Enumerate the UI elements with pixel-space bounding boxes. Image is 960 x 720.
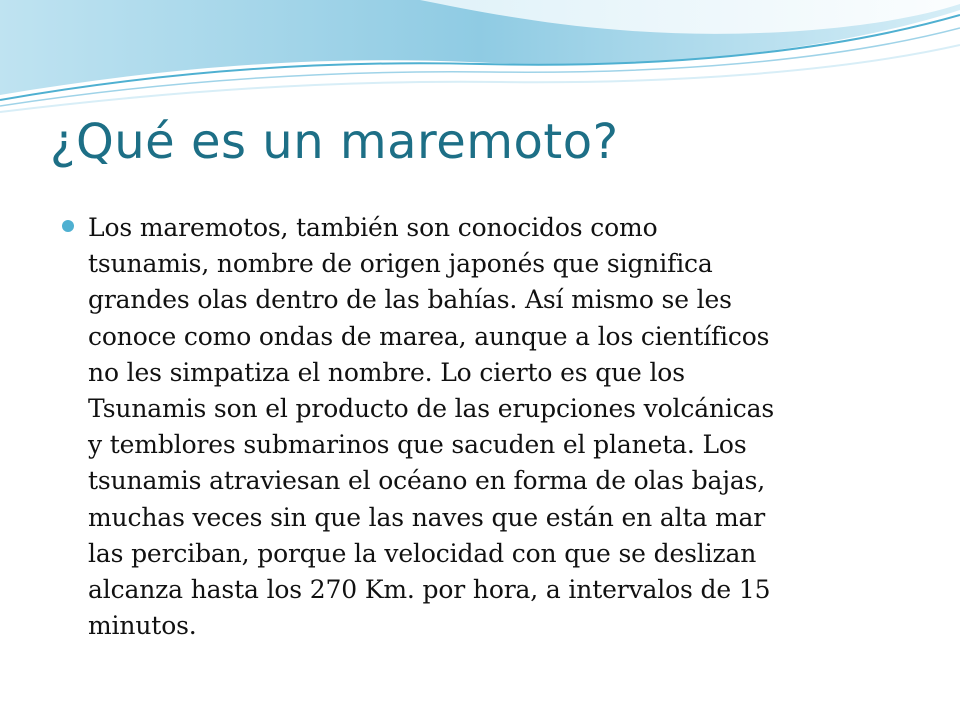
bullet-line: no les simpatiza el nombre. Lo cierto es que los xyxy=(88,357,685,387)
bullet-line: tsunamis, nombre de origen japonés que significa xyxy=(88,249,713,279)
bullet-line: y temblores submarinos que sacuden el planeta. Los xyxy=(88,430,747,460)
bullet-line: Tsunamis son el producto de las erupciones volcánicas xyxy=(88,394,775,424)
slide-content xyxy=(62,210,912,644)
slide-title: ¿Qué es un maremoto? xyxy=(50,114,619,170)
bullet-line: alcanza hasta los 270 Km. por hora, a intervalos de 15 xyxy=(88,575,771,605)
bullet-item xyxy=(62,210,912,644)
bullet-line: minutos. xyxy=(88,611,197,641)
bullet-line: grandes olas dentro de las bahías. Así mismo se les xyxy=(88,285,732,315)
bullet-text xyxy=(88,210,912,644)
bullet-line: conoce como ondas de marea, aunque a los científicos xyxy=(88,321,770,351)
bullet-line: Los maremotos, también son conocidos como xyxy=(88,213,658,242)
bullet-dot-icon xyxy=(62,220,74,232)
bullet-line: tsunamis atraviesan el océano en forma de olas bajas, xyxy=(88,466,766,496)
bullet-line: muchas veces sin que las naves que están en alta mar xyxy=(88,502,766,532)
bullet-line: las perciban, porque la velocidad con que se deslizan xyxy=(88,538,757,568)
wave-header-decoration xyxy=(0,0,960,120)
